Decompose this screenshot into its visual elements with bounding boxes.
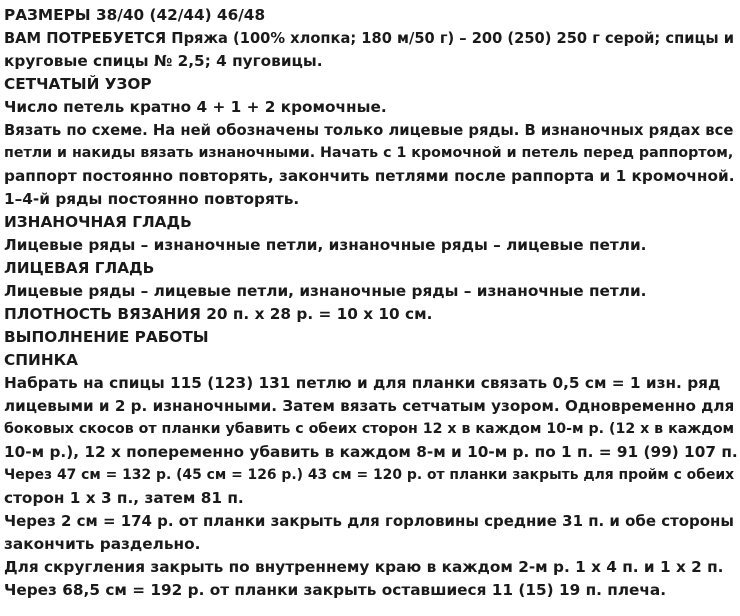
mesh-pattern-line-3: петли и накиды вязать изнаночными. Начать с 1 кромочной и петель перед раппортом, — [4, 145, 734, 161]
back-line-8: закончить раздельно. — [4, 535, 201, 553]
mesh-pattern-line-5: 1–4-й ряды постоянно повторять. — [4, 190, 300, 208]
back-line-6: сторон 1 х 3 п., затем 81 п. — [4, 489, 244, 507]
knitting-instructions — [4, 4, 738, 602]
gauge-line: ПЛОТНОСТЬ ВЯЗАНИЯ 20 п. х 28 р. = 10 х 10 см. — [4, 305, 433, 323]
back-line-2: лицевыми и 2 р. изнаночными. Затем вязать сетчатым узором. Одновременно для — [4, 397, 735, 415]
mesh-pattern-line-1: Число петель кратно 4 + 1 + 2 кромочные. — [4, 98, 387, 116]
back-line-5: Через 47 см = 132 р. (45 см = 126 р.) 43 см = 120 р. от планки закрыть для пройм с обеих — [4, 467, 735, 483]
reverse-stockinette-text: Лицевые ряды – изнаночные петли, изнаночные ряды – лицевые петли. — [4, 236, 647, 254]
stockinette-heading: ЛИЦЕВАЯ ГЛАДЬ — [4, 259, 155, 277]
back-line-10: Через 68,5 см = 192 р. от планки закрыть оставшиеся 11 (15) 19 п. плеча. — [4, 581, 667, 599]
back-heading: СПИНКА — [4, 351, 78, 369]
reverse-stockinette-heading: ИЗНАНОЧНАЯ ГЛАДЬ — [4, 213, 192, 231]
materials-line-2: круговые спицы № 2,5; 4 пуговицы. — [4, 52, 323, 70]
back-line-4: 10-м р.), 12 х попеременно убавить в каждом 8-м и 10-м р. по 1 п. = 91 (99) 107 п. — [4, 443, 738, 461]
materials-line-1: ВАМ ПОТРЕБУЕТСЯ Пряжа (100% хлопка; 180 м/50 г) – 200 (250) 250 г серой; спицы и — [4, 30, 734, 47]
back-line-9: Для скругления закрыть по внутреннему краю в каждом 2-м р. 1 х 4 п. и 1 х 2 п. — [4, 558, 724, 576]
instructions-heading: ВЫПОЛНЕНИЕ РАБОТЫ — [4, 328, 209, 346]
back-line-7: Через 2 см = 174 р. от планки закрыть для горловины средние 31 п. и обе стороны — [4, 512, 734, 530]
mesh-pattern-heading: СЕТЧАТЫЙ УЗОР — [4, 75, 152, 93]
stockinette-text: Лицевые ряды – лицевые петли, изнаночные ряды – изнаночные петли. — [4, 282, 647, 300]
back-line-3: боковых скосов от планки убавить с обеих сторон 12 х в каждом 10-м р. (12 х в каждом — [4, 421, 735, 437]
sizes-heading: РАЗМЕРЫ 38/40 (42/44) 46/48 — [4, 6, 266, 24]
back-line-1: Набрать на спицы 115 (123) 131 петлю и для планки связать 0,5 см = 1 изн. ряд — [4, 374, 721, 392]
mesh-pattern-line-4: раппорт постоянно повторять, закончить петлями после раппорта и 1 кромочной. — [4, 167, 735, 185]
mesh-pattern-line-2: Вязать по схеме. На ней обозначены только лицевые ряды. В изнаночных рядах все — [4, 122, 734, 139]
